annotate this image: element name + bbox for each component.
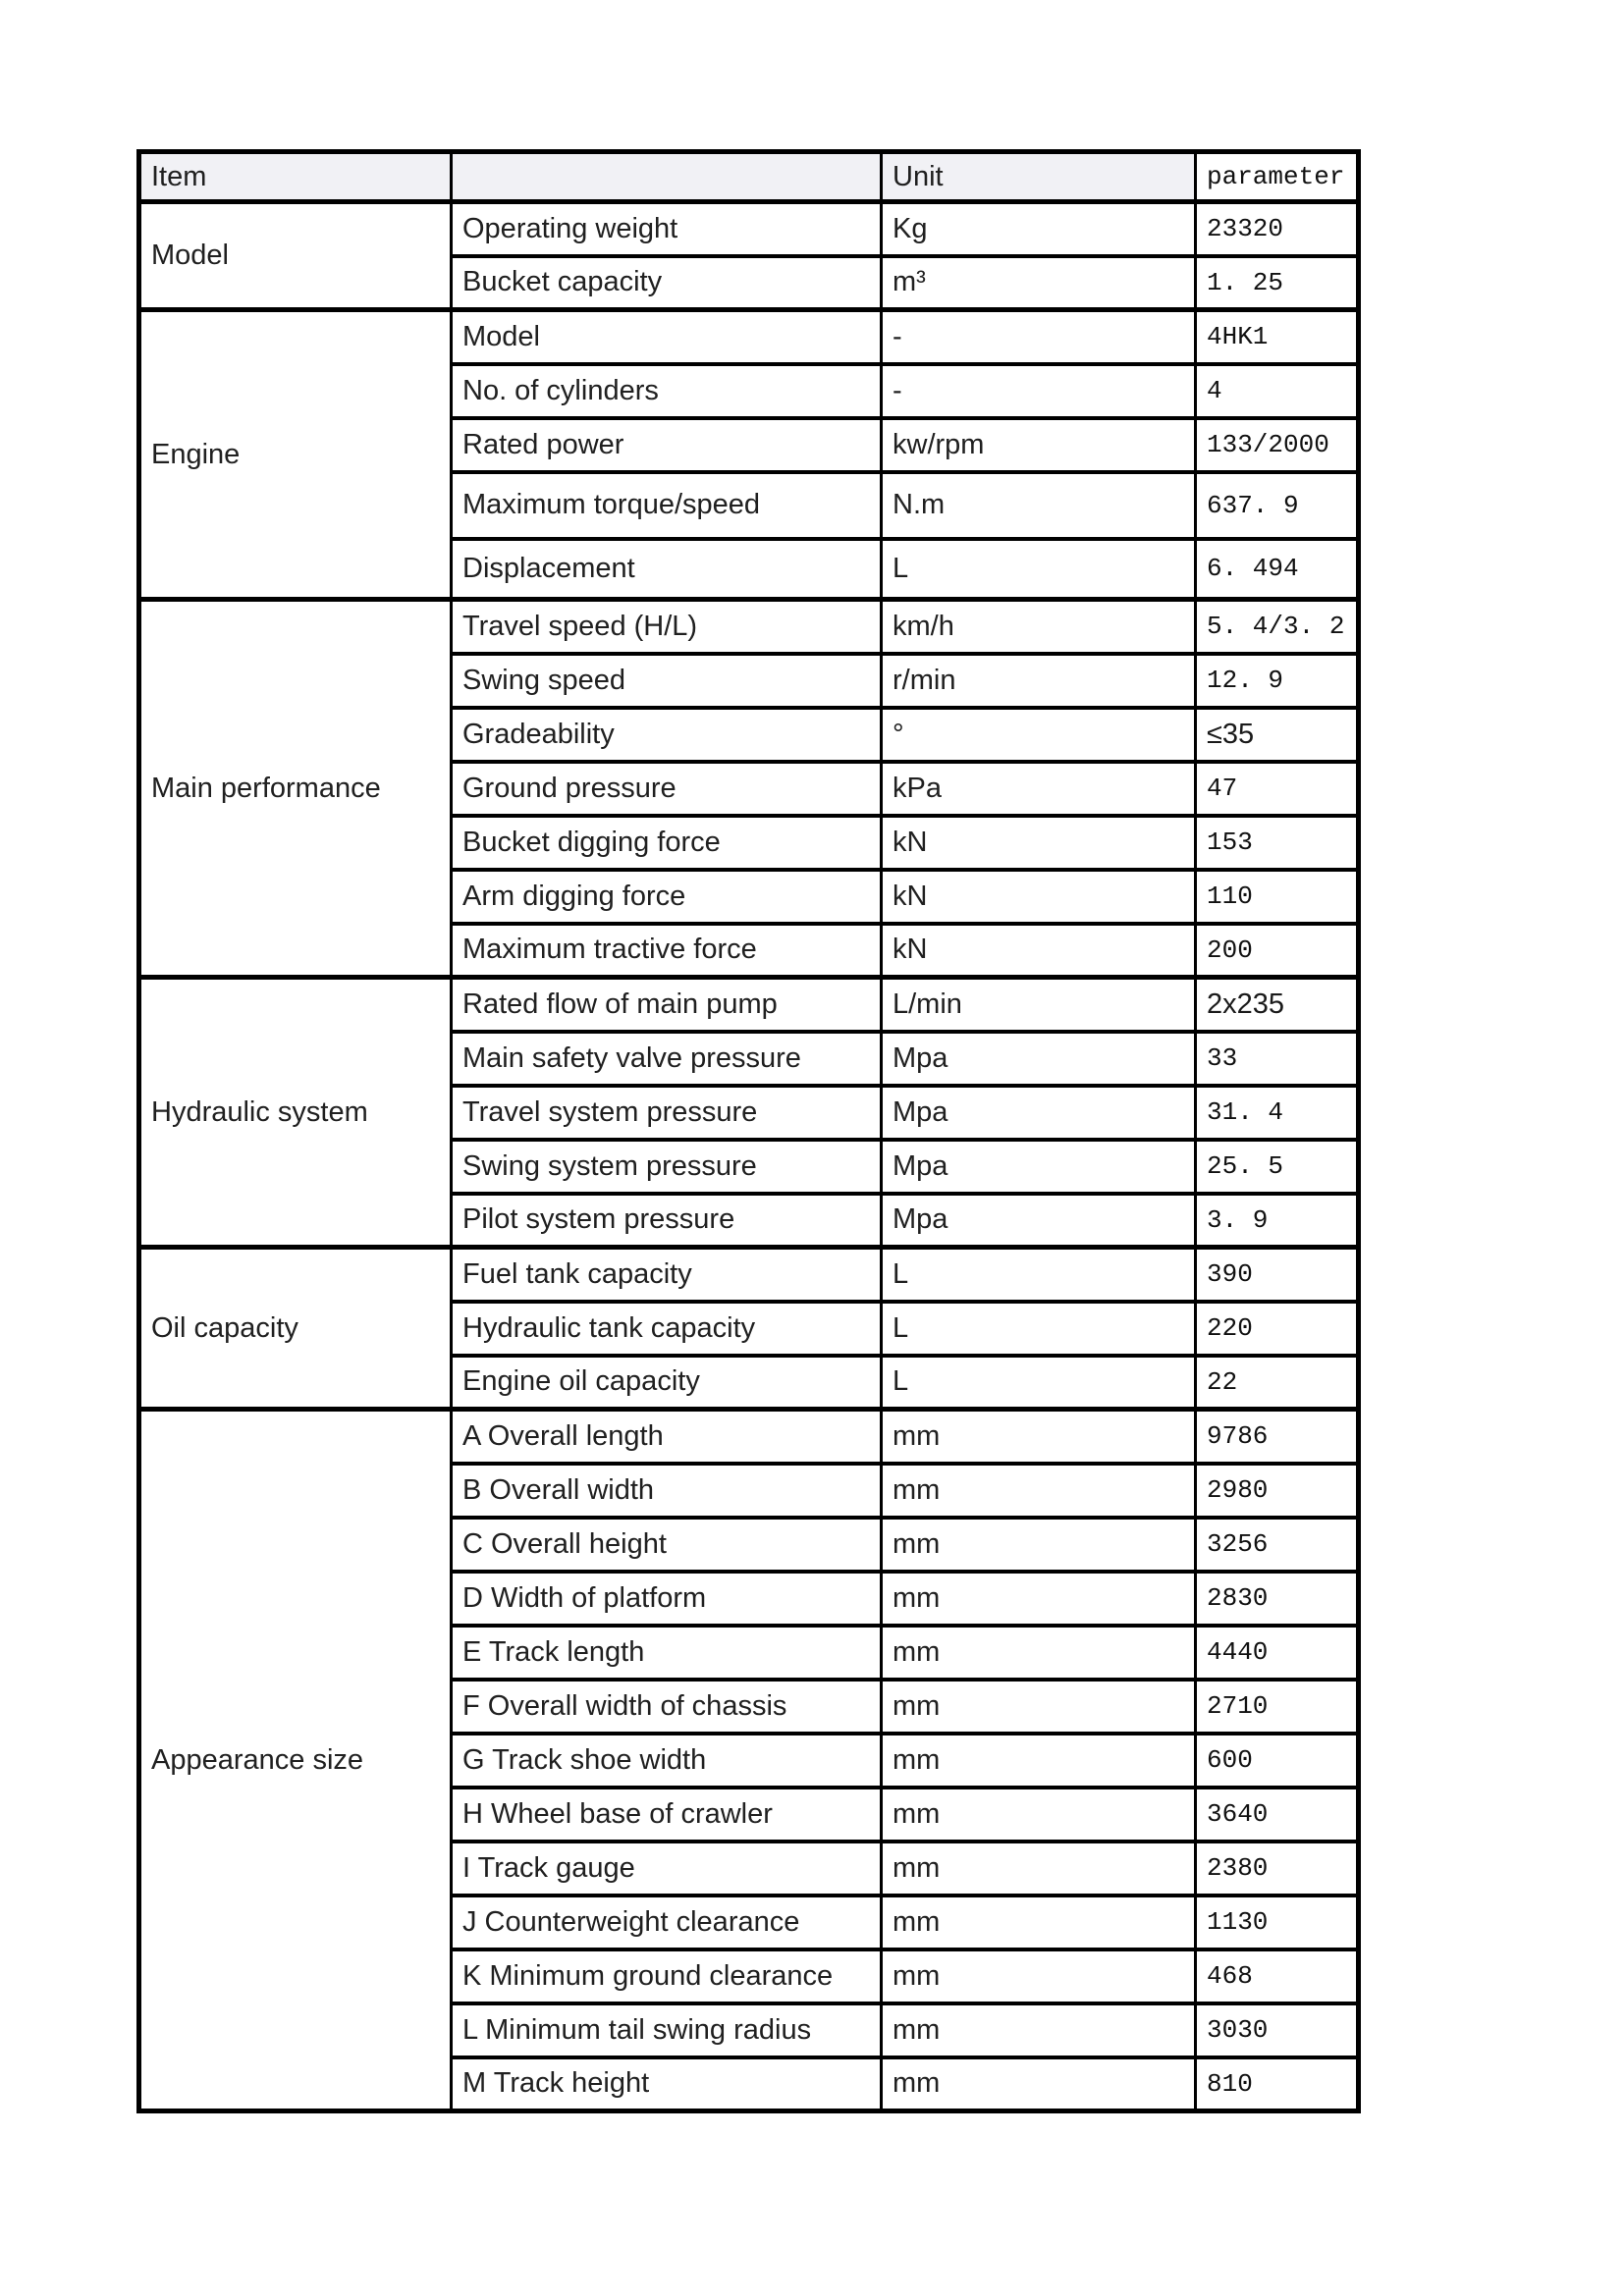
unit-cell: Mpa (882, 1194, 1196, 1248)
item-name-cell: B Overall width (452, 1464, 882, 1518)
parameter-value-cell: 2x235 (1196, 978, 1359, 1032)
item-category-cell: Engine (139, 310, 452, 600)
item-name-cell: L Minimum tail swing radius (452, 2003, 882, 2057)
unit-cell: mm (882, 1842, 1196, 1896)
unit-cell: km/h (882, 600, 1196, 654)
unit-cell: mm (882, 1896, 1196, 1949)
parameter-value-cell: 2380 (1196, 1842, 1359, 1896)
unit-cell: kPa (882, 762, 1196, 816)
header-row (139, 152, 1359, 202)
item-name-cell: G Track shoe width (452, 1734, 882, 1788)
item-name-cell: Bucket digging force (452, 816, 882, 870)
item-name-cell: Bucket capacity (452, 256, 882, 310)
parameter-value-cell: 200 (1196, 924, 1359, 978)
parameter-value-cell: 4440 (1196, 1626, 1359, 1680)
item-name-cell: Displacement (452, 539, 882, 600)
table-row (139, 1248, 1359, 1302)
parameter-value-cell: 2830 (1196, 1572, 1359, 1626)
parameter-value-cell: 5. 4/3. 2 (1196, 600, 1359, 654)
header-cell-item: Item (139, 152, 452, 202)
item-name-cell: Swing speed (452, 654, 882, 708)
unit-cell: kN (882, 816, 1196, 870)
parameter-value-cell: 22 (1196, 1356, 1359, 1410)
table-row (139, 310, 1359, 364)
parameter-value-cell: 133/2000 (1196, 418, 1359, 472)
parameter-value-cell: 9786 (1196, 1410, 1359, 1464)
unit-cell: L (882, 1302, 1196, 1356)
item-name-cell: C Overall height (452, 1518, 882, 1572)
item-name-cell: Fuel tank capacity (452, 1248, 882, 1302)
unit-cell: - (882, 310, 1196, 364)
parameter-value-cell: 600 (1196, 1734, 1359, 1788)
item-category-cell: Model (139, 202, 452, 310)
parameter-value-cell: 3256 (1196, 1518, 1359, 1572)
header-cell-sub-item (452, 152, 882, 202)
parameter-value-cell: 31. 4 (1196, 1086, 1359, 1140)
unit-cell: r/min (882, 654, 1196, 708)
item-name-cell: Travel speed (H/L) (452, 600, 882, 654)
item-name-cell: Ground pressure (452, 762, 882, 816)
parameter-value-cell: ≤35 (1196, 708, 1359, 762)
unit-cell: mm (882, 1949, 1196, 2003)
item-name-cell: E Track length (452, 1626, 882, 1680)
parameter-value-cell: 153 (1196, 816, 1359, 870)
unit-cell: mm (882, 1626, 1196, 1680)
item-name-cell: M Track height (452, 2057, 882, 2111)
parameter-value-cell: 468 (1196, 1949, 1359, 2003)
parameter-value-cell: 220 (1196, 1302, 1359, 1356)
parameter-value-cell: 23320 (1196, 202, 1359, 256)
unit-cell: kN (882, 924, 1196, 978)
unit-cell: mm (882, 1572, 1196, 1626)
item-name-cell: Pilot system pressure (452, 1194, 882, 1248)
item-name-cell: Main safety valve pressure (452, 1032, 882, 1086)
item-name-cell: A Overall length (452, 1410, 882, 1464)
unit-cell: L/min (882, 978, 1196, 1032)
table-row (139, 202, 1359, 256)
item-name-cell: D Width of platform (452, 1572, 882, 1626)
item-name-cell: Maximum torque/speed (452, 472, 882, 539)
item-name-cell: K Minimum ground clearance (452, 1949, 882, 2003)
item-category-cell: Hydraulic system (139, 978, 452, 1248)
unit-cell: mm (882, 1788, 1196, 1842)
parameter-value-cell: 33 (1196, 1032, 1359, 1086)
unit-cell: Kg (882, 202, 1196, 256)
item-name-cell: Maximum tractive force (452, 924, 882, 978)
unit-cell: m³ (882, 256, 1196, 310)
item-category-cell: Oil capacity (139, 1248, 452, 1410)
unit-cell: N.m (882, 472, 1196, 539)
item-name-cell: Operating weight (452, 202, 882, 256)
unit-cell: mm (882, 1410, 1196, 1464)
item-category-cell: Main performance (139, 600, 452, 978)
item-name-cell: I Track gauge (452, 1842, 882, 1896)
item-name-cell: J Counterweight clearance (452, 1896, 882, 1949)
parameter-value-cell: 47 (1196, 762, 1359, 816)
parameter-value-cell: 810 (1196, 2057, 1359, 2111)
unit-cell: mm (882, 1518, 1196, 1572)
parameter-value-cell: 1130 (1196, 1896, 1359, 1949)
specification-table (136, 149, 1361, 2113)
unit-cell: kN (882, 870, 1196, 924)
unit-cell: L (882, 1248, 1196, 1302)
spec-table-body (139, 202, 1359, 2111)
unit-cell: mm (882, 2003, 1196, 2057)
item-name-cell: Arm digging force (452, 870, 882, 924)
unit-cell: Mpa (882, 1140, 1196, 1194)
parameter-value-cell: 25. 5 (1196, 1140, 1359, 1194)
table-row (139, 978, 1359, 1032)
parameter-value-cell: 2710 (1196, 1680, 1359, 1734)
parameter-value-cell: 4 (1196, 364, 1359, 418)
item-name-cell: H Wheel base of crawler (452, 1788, 882, 1842)
unit-cell: mm (882, 1680, 1196, 1734)
unit-cell: - (882, 364, 1196, 418)
unit-cell: Mpa (882, 1032, 1196, 1086)
parameter-value-cell: 637. 9 (1196, 472, 1359, 539)
unit-cell: mm (882, 1464, 1196, 1518)
unit-cell: mm (882, 1734, 1196, 1788)
unit-cell: ° (882, 708, 1196, 762)
parameter-value-cell: 390 (1196, 1248, 1359, 1302)
item-name-cell: Rated power (452, 418, 882, 472)
unit-cell: Mpa (882, 1086, 1196, 1140)
parameter-value-cell: 4HK1 (1196, 310, 1359, 364)
parameter-value-cell: 110 (1196, 870, 1359, 924)
item-name-cell: Model (452, 310, 882, 364)
item-name-cell: Travel system pressure (452, 1086, 882, 1140)
parameter-value-cell: 2980 (1196, 1464, 1359, 1518)
table-row (139, 1410, 1359, 1464)
item-category-cell: Appearance size (139, 1410, 452, 2111)
item-name-cell: Gradeability (452, 708, 882, 762)
parameter-value-cell: 1. 25 (1196, 256, 1359, 310)
parameter-value-cell: 12. 9 (1196, 654, 1359, 708)
table-row (139, 600, 1359, 654)
parameter-value-cell: 3640 (1196, 1788, 1359, 1842)
parameter-value-cell: 3. 9 (1196, 1194, 1359, 1248)
item-name-cell: F Overall width of chassis (452, 1680, 882, 1734)
unit-cell: L (882, 539, 1196, 600)
item-name-cell: Rated flow of main pump (452, 978, 882, 1032)
header-cell-unit: Unit (882, 152, 1196, 202)
parameter-value-cell: 3030 (1196, 2003, 1359, 2057)
item-name-cell: Swing system pressure (452, 1140, 882, 1194)
unit-cell: mm (882, 2057, 1196, 2111)
header-cell-parameter: parameter (1196, 152, 1359, 202)
parameter-value-cell: 6. 494 (1196, 539, 1359, 600)
item-name-cell: Hydraulic tank capacity (452, 1302, 882, 1356)
item-name-cell: Engine oil capacity (452, 1356, 882, 1410)
unit-cell: kw/rpm (882, 418, 1196, 472)
unit-cell: L (882, 1356, 1196, 1410)
item-name-cell: No. of cylinders (452, 364, 882, 418)
